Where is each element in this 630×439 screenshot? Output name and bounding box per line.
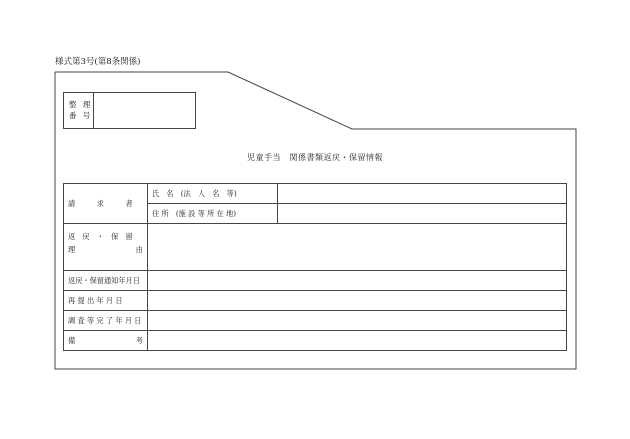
notice-date-label: 返戻・保留通知年月日 (64, 271, 148, 291)
investigation-date-field[interactable] (148, 311, 567, 331)
return-reason-field[interactable] (148, 224, 567, 271)
remarks-field[interactable] (148, 331, 567, 351)
table-row (64, 311, 567, 331)
investigation-date-label: 調 査 等 完 了 年 月 日 (64, 311, 148, 331)
resubmission-date-label: 再 提 出 年 月 日 (64, 291, 148, 311)
name-field[interactable] (278, 184, 567, 204)
return-reason-label: 返 戻 ・ 保 留 理 由 (64, 224, 148, 271)
table-row (64, 331, 567, 351)
table-row (64, 291, 567, 311)
reference-number-label: 整 理 番 号 (64, 93, 94, 128)
table-row (64, 224, 567, 271)
resubmission-date-field[interactable] (148, 291, 567, 311)
notice-date-field[interactable] (148, 271, 567, 291)
info-table (63, 183, 567, 351)
claimant-label: 請 求 者 (64, 184, 148, 224)
address-label: 住 所 (施 設 等 所 在 地) (148, 204, 278, 224)
reference-number-box (63, 92, 196, 129)
form-title: 児童手当 関係書類返戻・保留情報 (247, 153, 383, 162)
name-label: 氏 名 (法 人 名 等) (148, 184, 278, 204)
table-row (64, 271, 567, 291)
form-number-label: 様式第3号(第8条関係) (55, 57, 141, 67)
address-field[interactable] (278, 204, 567, 224)
table-row (64, 184, 567, 204)
remarks-label: 備 考 (64, 331, 148, 351)
